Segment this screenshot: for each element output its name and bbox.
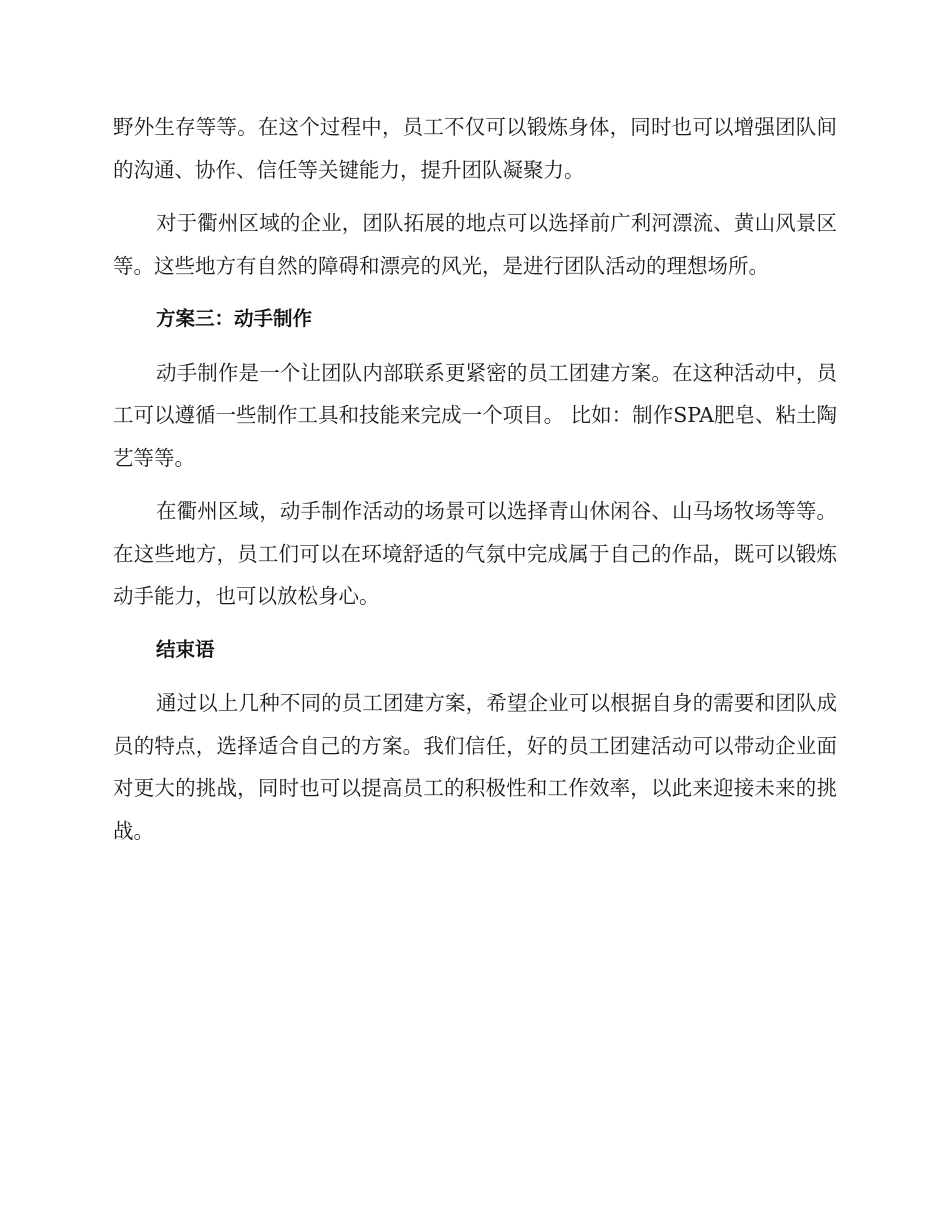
paragraph-continued: 野外生存等等。在这个过程中，员工不仅可以锻炼身体，同时也可以增强团队间的沟通、协作、信任等关键能力，提升团队凝聚力。 <box>113 115 837 182</box>
paragraph-handmade-description: 动手制作是一个让团队内部联系更紧密的员工团建方案。在这种活动中，员工可以遵循一些制作工具和技能来完成一个项目。 比如：制作SPA肥皂、粘土陶艺等等。 <box>113 360 837 470</box>
paragraph-handmade-location: 在衢州区域，动手制作活动的场景可以选择青山休闲谷、山马场牧场等等。在这些地方，员工们可以在环境舒适的气氛中完成属于自己的作品，既可以锻炼动手能力，也可以放松身心。 <box>113 499 837 608</box>
paragraph-team-expansion-location: 对于衢州区域的企业，团队拓展的地点可以选择前广利河漂流、黄山风景区等。这些地方有自然的障碍和漂亮的风光，是进行团队活动的理想场所。 <box>113 211 837 278</box>
paragraph-conclusion: 通过以上几种不同的员工团建方案，希望企业可以根据自身的需要和团队成员的特点，选择适合自己的方案。我们信任，好的员工团建活动可以带动企业面对更大的挑战，同时也可以提高员工的积极性和工作效率，以此来迎接未来的挑战。 <box>113 691 837 843</box>
section-heading-conclusion: 结束语 <box>156 637 215 661</box>
section-heading-plan-three: 方案三：动手制作 <box>156 307 313 330</box>
document-body <box>113 106 837 863</box>
